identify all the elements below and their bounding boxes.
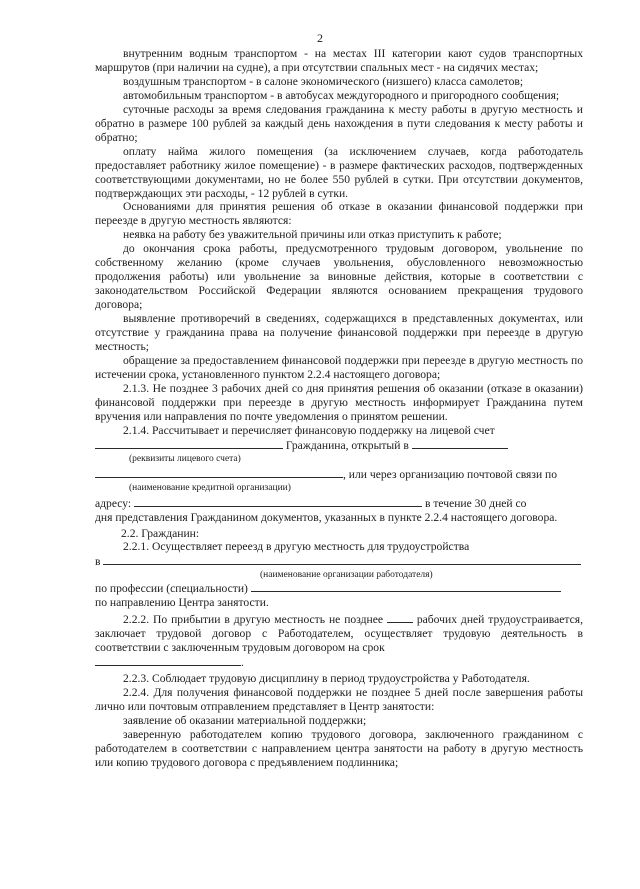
referral-line: по направлению Центра занятости. — [95, 596, 269, 610]
clause-2-2-1: 2.2.1. Осуществляет переезд в другую местность для трудоустройства — [123, 540, 470, 554]
paragraph-no-show: неявка на работу без уважительной причины или отказ приступить к работе; — [123, 228, 502, 242]
paragraph-air-transport: воздушным транспортом - в салоне экономического (низшего) класса самолетов; — [123, 74, 524, 88]
section-2-2-heading: 2.2. Гражданин: — [121, 526, 200, 540]
term-blank — [95, 655, 241, 666]
paragraph-refusal-grounds: Основаниями для принятия решения об отказе в оказании финансовой поддержки при переезде в другую местность являются: — [95, 200, 583, 228]
clause-2-1-3: 2.1.3. Не позднее 3 рабочих дней со дня принятия решения об оказании (отказе в оказании) финансовой поддержки при переезде в другую местность информирует Гражданина путем вручения или направления по почте уведомления о принятом решении. — [95, 381, 583, 423]
paragraph-road-transport: автомобильным транспортом - в автобусах междугородного и пригородного сообщения; — [123, 88, 560, 102]
caption-bank-name: (наименование кредитной организации) — [129, 482, 291, 493]
caption-account-details: (реквизиты лицевого счета) — [129, 453, 241, 464]
profession-line — [95, 581, 583, 596]
profession-label: по профессии (специальности) — [95, 582, 248, 596]
paragraph-contract-copy: заверенную работодателем копию трудового договора, заключенного гражданином с работодателем в соответствии с направлением центра занятости на работу в другую местность или копию трудового договора с предъявлением подлинника; — [95, 727, 583, 769]
profession-blank — [251, 581, 561, 592]
caption-employer: (наименование организации работодателя) — [260, 570, 433, 581]
paragraph-water-transport: внутренним водным транспортом - на местах III категории кают судов транспортных маршрутов (при наличии на судне), а при отсутствии спальных мест - на сидячих местах; — [95, 47, 583, 74]
address-label: адресу: — [95, 496, 132, 510]
address-continuation: дня представления Гражданином документов, указанных в пункте 2.2.4 настоящего договора. — [95, 510, 558, 524]
paragraph-early-dismissal: до окончания срока работы, предусмотренного трудовым договором, увольнение по собственному желанию (кроме случаев увольнения, обусловленного невозможностью продолжения работы) или увольнение за виновные действия, которые в соответствии с законодательством Российской Федерации являются основанием прекращения трудового договора; — [95, 242, 583, 312]
clause-2-2-2-rest: рабочих дней трудоустраивается, заключает трудовой договор с Работодателем, осуществляет трудовую деятельность в соответствии с заключенным трудовым договором на срок — [95, 613, 583, 655]
bank-name-blank — [95, 467, 343, 478]
address-line — [95, 496, 583, 511]
clause-2-1-4 — [95, 424, 583, 438]
employer-prefix: в — [95, 555, 101, 569]
clause-2-2-2-start: 2.2.2. По прибытии в другую местность не позднее — [123, 613, 383, 627]
employer-line — [95, 554, 583, 569]
paragraph-daily-allowance: суточные расходы за время следования гражданина к месту работы в другую местность и обратно в размере 100 рублей за каждый день нахождения в пути следования к месту работы и обратно; — [95, 102, 583, 144]
account-line — [95, 438, 583, 453]
address-blank — [134, 496, 422, 507]
page-number: 2 — [317, 31, 323, 45]
address-deadline: в течение 30 дней со — [424, 496, 527, 510]
employer-blank — [103, 554, 581, 565]
paragraph-housing-rent: оплату найма жилого помещения (за исключением случаев, когда работодатель предоставляет работнику жилое помещение) - в размере фактических расходов, подтвержденных соответствующими документами, но не более 550 рублей в сутки. При отсутствии документов, подтверждающих эти расходы, - 12 рублей в сутки. — [95, 144, 583, 200]
account-details-blank — [95, 438, 283, 449]
post-line — [95, 467, 583, 482]
account-line-text: Гражданина, открытый в — [285, 438, 409, 452]
clause-2-1-4-text: 2.1.4. Рассчитывает и перечисляет финансовую поддержку на лицевой счет — [123, 423, 495, 437]
post-line-text: , или через организацию почтовой связи по — [343, 467, 558, 481]
clause-2-2-3: 2.2.3. Соблюдает трудовую дисциплину в период трудоустройства у Работодателя. — [123, 672, 530, 686]
document-body — [95, 47, 583, 770]
paragraph-application: заявление об оказании материальной поддержки; — [123, 713, 367, 727]
paragraph-late-request: обращение за предоставлением финансовой поддержки при переезде в другую местность по истечении срока, установленного пунктом 2.2.4 настоящего договора; — [95, 353, 583, 381]
clause-2-2-2 — [95, 612, 583, 655]
bank-blank — [412, 438, 508, 449]
paragraph-contradictions: выявление противоречий в сведениях, содержащихся в представленных документах, или отсутствие у гражданина права на получение финансовой поддержки при переезде в другую местность; — [95, 312, 583, 354]
term-line: . — [95, 655, 583, 670]
days-blank — [387, 612, 413, 623]
clause-2-2-4: 2.2.4. Для получения финансовой поддержки не позднее 5 дней после завершения работы лично или почтовым отправлением представляет в Центр занятости: — [95, 686, 583, 713]
